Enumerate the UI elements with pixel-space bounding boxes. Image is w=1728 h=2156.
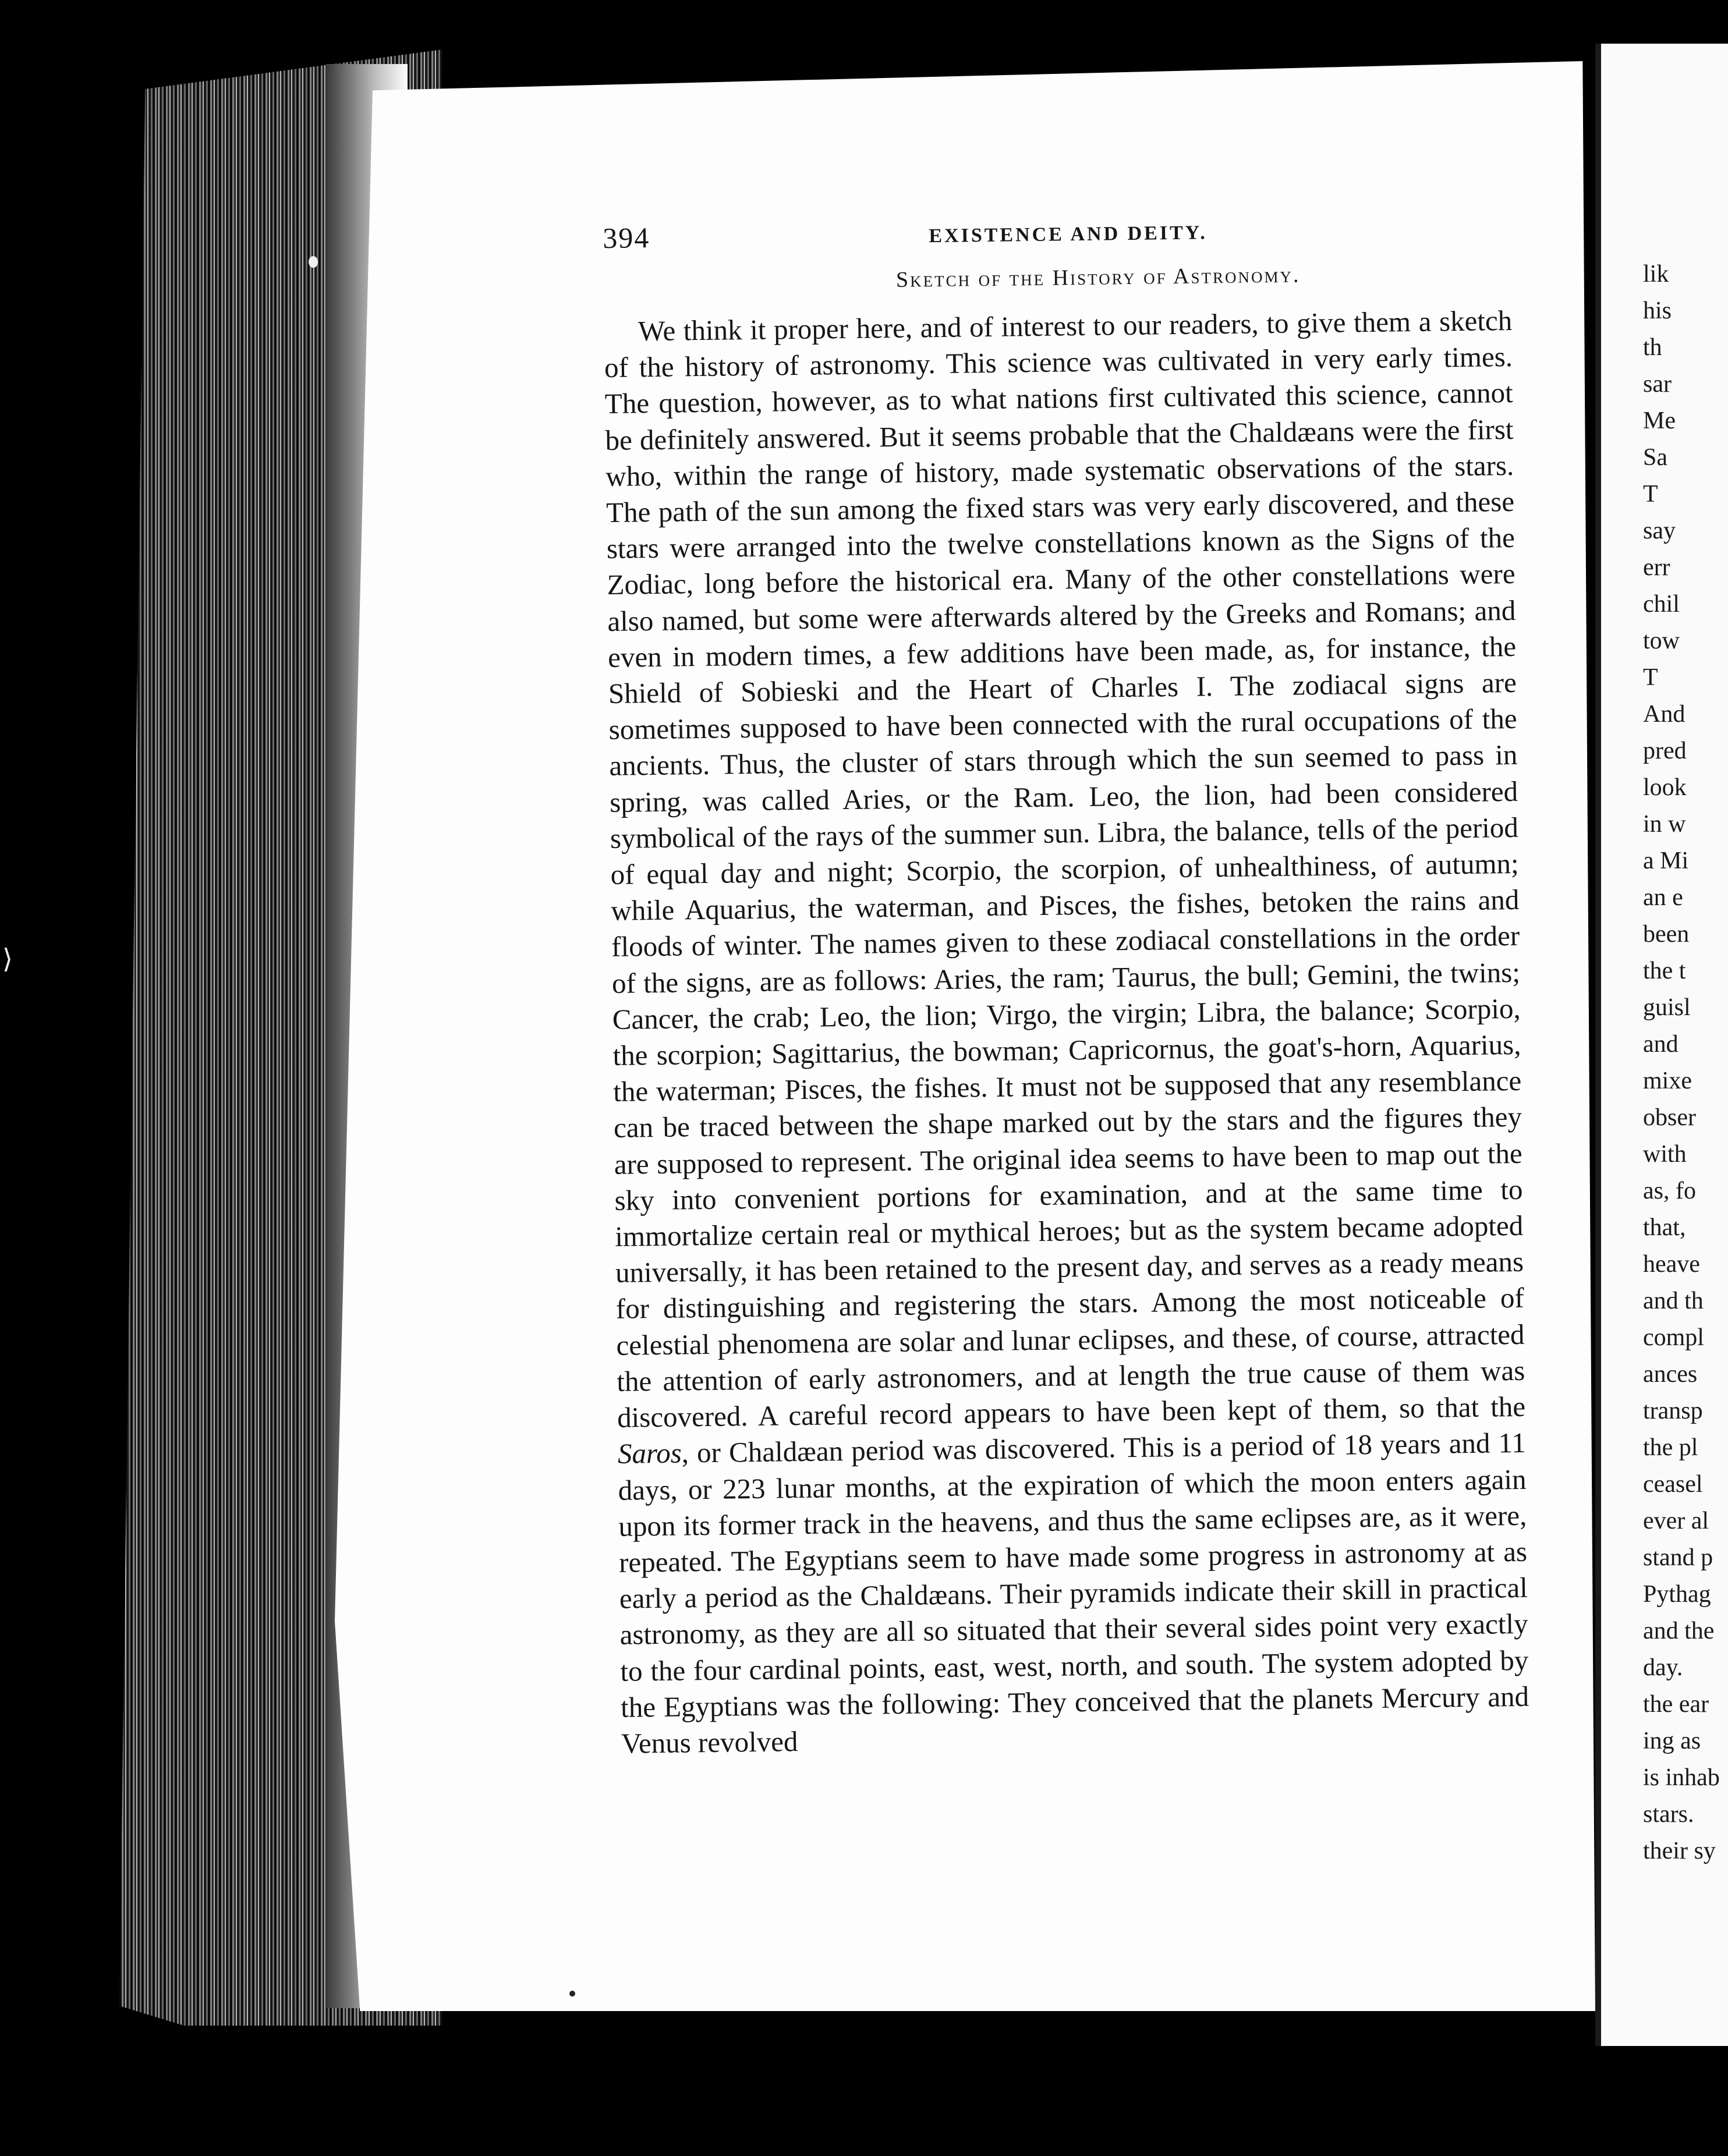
facing-page-line: And [1643,701,1685,728]
facing-page-line: a Mi [1643,847,1689,874]
paragraph: We think it proper here, and of interest to our readers, to give them a sketch of the history of astronomy. This science was cultivated in very early times. The question, however, as to what nations first cultivated this science, cannot be definitely answered. But it seems probable that the Chaldæans were the first who, within the range of history, made systematic observations of the stars. The path of the sun among the fixed stars was very early discovered, and these stars were arranged into the twelve constellations known as the Signs of the Zodiac, long before the historical era. Many of the other constellations were also named, but some were afterwards altered by the Greeks and Romans; and even in modern times, a few additions have been made, as, for instance, the Shield of Sobieski and the Heart of Charles I. The zodiacal signs are sometimes supposed to have been connected with the rural occupations of the ancients. Thus, the cluster of stars through which the sun seemed to pass in spring, was called Aries, or the Ram. Leo, the lion, had been considered symbolical of the rays of the summer sun. Libra, the balance, tells of the period of equal day and night; Scorpio, the scorpion, of unhealthiness, of autumn; while Aquarius, the waterman, and Pisces, the fishes, betoken the rains and floods of winter. The names given to these zodiacal constellations in the order of the signs, are as follows: Aries, the ram; Taurus, the bull; Gemini, the twins; Cancer, the crab; Leo, the lion; Virgo, the virgin; Libra, the balance; Scorpio, the scorpion; Sagittarius, the bowman; Capricornus, the goat's-horn, Aquarius, the waterman; Pisces, the fishes. It must not be supposed that any resemblance can be traced between the shape marked out by the stars and the figures they are supposed to represent. The original idea seems to have been to map out the sky into convenient portions for examination, and at the same time to immortalize certain real or mythical heroes; but as the system became adopted universally, it has been retained to the present day, and serves as a ready means for distinguishing and registering the stars. Among the most noticeable of celestial phenomena are solar and lunar eclipses, and these, of course, attracted the attention of early astronomers, and at length the true cause of them was discovered. A careful record appears to have been kept of them, so that the Saros, or Chaldæan period was discovered. This is a period of 18 years and 11 days, or 223 lunar months, at the expiration of which the moon enters again upon its former track in the heavens, and thus the same eclipses are, as it were, repeated. The Egyptians seem to have made some progress in astronomy at as early a period as the Chaldæans. Their pyramids indicate their skill in practical astronomy, as they are all so situated that their several sides point very exactly to the four cardinal points, east, west, north, and south. The system adopted by the Egyptians was the following: They conceived that the planets Mercury and Venus revolved [604,304,1529,1760]
facing-page-text [1643,256,1728,1870]
saros-term: Saros [617,1437,682,1470]
facing-page-line: is inhab [1643,1764,1720,1791]
ink-dot [569,1991,575,1997]
facing-page-line: been [1643,921,1690,948]
facing-page-line: the ear [1643,1691,1709,1718]
facing-page-line: with [1643,1141,1687,1168]
facing-page-line: ever al [1643,1508,1709,1534]
facing-page-line: tow [1643,627,1680,654]
facing-page-line: T [1643,481,1658,508]
facing-page-line: the t [1643,958,1686,984]
facing-page-line: pred [1643,737,1687,764]
facing-page-line: chil [1643,591,1680,618]
margin-artifact: ⟩ [2,943,13,974]
facing-page-line: compl [1643,1324,1704,1351]
section-heading: Sketch of the History of Astronomy. [895,263,1301,292]
facing-page-line: ances [1643,1361,1698,1388]
facing-page-line: ing as [1643,1728,1701,1754]
page-number: 394 [603,221,650,254]
facing-page-line: stars. [1643,1801,1694,1828]
facing-page-line: guisl [1643,994,1691,1021]
facing-page-line: ceasel [1643,1471,1703,1498]
facing-page-line: Sa [1643,444,1667,471]
page-content [603,210,1529,1762]
facing-page-line: transp [1643,1398,1703,1424]
facing-page-line: th [1643,334,1662,361]
body-text [604,303,1529,1762]
facing-page-line: stand p [1643,1544,1713,1571]
facing-page-line: the pl [1643,1434,1698,1461]
facing-page-line: Me [1643,407,1676,434]
facing-page-line: and th [1643,1288,1704,1314]
facing-page-line: day. [1643,1654,1683,1681]
facing-page-line: mixe [1643,1068,1692,1094]
facing-page-line: heave [1643,1251,1700,1278]
facing-page-line: say [1643,517,1676,544]
facing-page-line: look [1643,774,1687,801]
facing-page-line: sar [1643,371,1672,398]
edge-speck [309,256,318,268]
facing-page-line: their sy [1643,1838,1716,1864]
running-title: EXISTENCE AND DEITY. [929,222,1208,247]
facing-page-line: an e [1643,884,1683,911]
facing-page-line: and the [1643,1618,1715,1644]
facing-page-line: Pythag [1643,1581,1711,1608]
facing-page-line: his [1643,297,1672,324]
facing-page-line: obser [1643,1104,1696,1131]
facing-page-line: and [1643,1031,1679,1058]
facing-page-line: in w [1643,811,1686,838]
facing-page-line: that, [1643,1214,1686,1241]
facing-page-line: T [1643,664,1658,691]
facing-page-line: lik [1643,261,1669,288]
facing-page-line: as, fo [1643,1178,1696,1204]
facing-page-line: err [1643,554,1670,581]
